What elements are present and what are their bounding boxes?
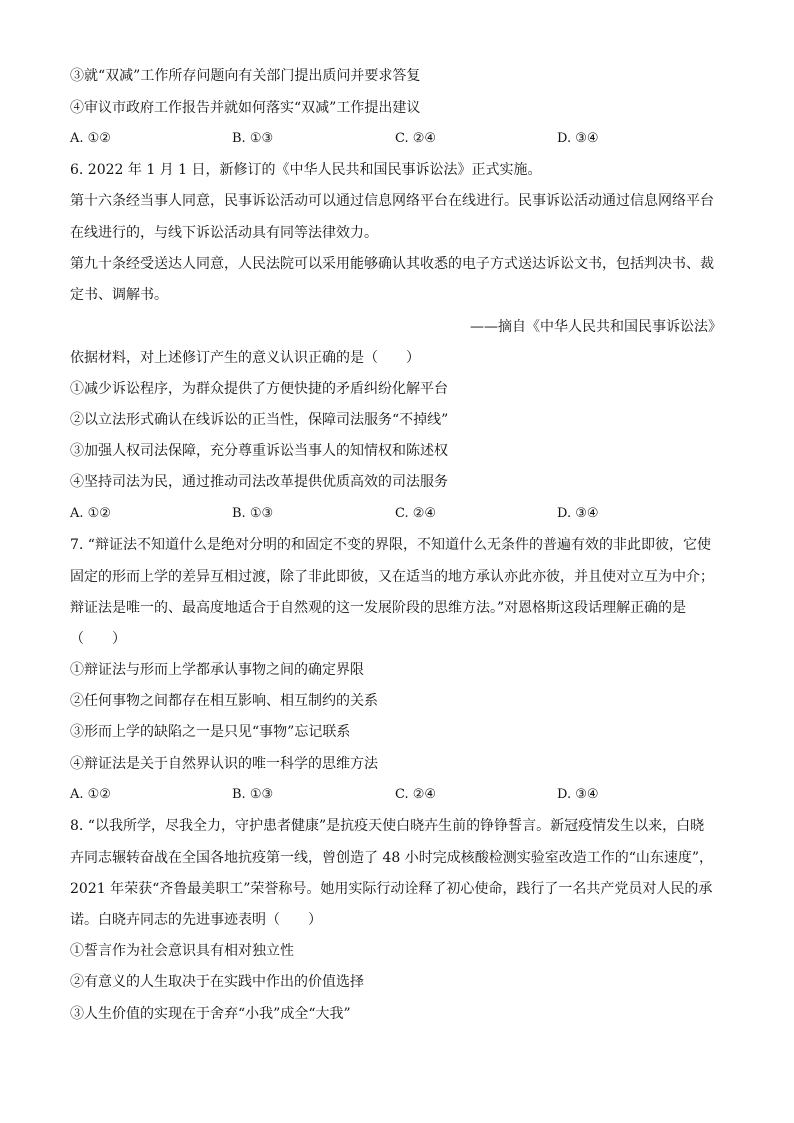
- q5-options: [70, 129, 730, 149]
- q5-option-b: B. ①③: [232, 131, 274, 146]
- q7-item-1: ①辩证法与形而上学都承认事物之间的确定界限: [70, 662, 364, 678]
- q8-item-3: ③人生价值的实现在于舍弃“小我”成全“大我”: [70, 1006, 351, 1022]
- q7-option-d: D. ③④: [557, 787, 599, 802]
- q6-option-b: B. ①③: [232, 506, 274, 521]
- q6-option-d: D. ③④: [557, 506, 599, 521]
- q7-item-3: ③形而上学的缺陷之一是只见“事物”忘记联系: [70, 724, 351, 740]
- q6-stem: 6. 2022 年 1 月 1 日，新修订的《中华人民共和国民事诉讼法》正式实施。: [70, 162, 542, 178]
- q7-stem-line2: 固定的形而上学的差异互相过渡，除了非此即彼，又在适当的地方承认亦此亦彼，并且使对立互为中介；: [70, 569, 714, 585]
- q6-source-citation: ——摘自《中华人民共和国民事诉讼法》: [470, 319, 722, 335]
- q6-question: 依据材料，对上述修订产生的意义认识正确的是（ ）: [70, 350, 420, 366]
- q6-material-para1-line1: 第十六条经当事人同意，民事诉讼活动可以通过信息网络平台在线进行。民事诉讼活动通过信息网络平台: [70, 193, 714, 209]
- q5-option-a: A. ①②: [70, 131, 111, 146]
- q8-stem-line3: 2021 年荣获“齐鲁最美职工”荣誉称号。她用实际行动诠释了初心使命，践行了一名共产党员对人民的承: [70, 881, 713, 897]
- q6-option-a: A. ①②: [70, 506, 111, 521]
- q7-stem-line1: 7. “辩证法不知道什么是绝对分明的和固定不变的界限，不知道什么无条件的普遍有效的非此即彼，它使: [70, 537, 711, 553]
- q8-stem-line1: 8. “以我所学，尽我全力，守护患者健康”是抗疫天使白晓卉生前的铮铮誓言。新冠疫情发生以来，白晓: [70, 818, 705, 834]
- q6-material-para2-line1: 第九十条经受送达人同意，人民法院可以采用能够确认其收悉的电子方式送达诉讼文书，包括判决书、裁: [70, 256, 714, 272]
- q8-item-1: ①誓言作为社会意识具有相对独立性: [70, 943, 294, 959]
- q5-option-d: D. ③④: [557, 131, 599, 146]
- q6-item-2: ②以立法形式确认在线诉讼的正当性，保障司法服务“不掉线”: [70, 412, 449, 428]
- q7-stem-line4: （ ）: [70, 631, 126, 647]
- q6-material-para1-line2: 在线进行的，与线下诉讼活动具有同等法律效力。: [70, 225, 378, 241]
- q8-stem-line2: 卉同志辗转奋战在全国各地抗疫第一线，曾创造了 48 小时完成核酸检测实验室改造工作的“山东速度”，: [70, 850, 714, 866]
- q6-item-1: ①减少诉讼程序，为群众提供了方便快捷的矛盾纠纷化解平台: [70, 381, 448, 397]
- q7-option-c: C. ②④: [395, 787, 437, 802]
- q8-item-2: ②有意义的人生取决于在实践中作出的价值选择: [70, 974, 364, 990]
- q5-item-4: ④审议市政府工作报告并就如何落实“双减”工作提出建议: [70, 100, 421, 116]
- q7-option-b: B. ①③: [232, 787, 274, 802]
- q7-item-4: ④辩证法是关于自然界认识的唯一科学的思维方法: [70, 756, 378, 772]
- q6-item-4: ④坚持司法为民，通过推动司法改革提供优质高效的司法服务: [70, 474, 448, 490]
- q7-options: [70, 785, 730, 805]
- q5-item-3: ③就“双减”工作所存问题向有关部门提出质问并要求答复: [70, 68, 421, 84]
- q7-option-a: A. ①②: [70, 787, 111, 802]
- q5-option-c: C. ②④: [395, 131, 437, 146]
- q6-option-c: C. ②④: [395, 506, 437, 521]
- q6-material-para2-line2: 定书、调解书。: [70, 287, 168, 303]
- q6-item-3: ③加强人权司法保障，充分尊重诉讼当事人的知情权和陈述权: [70, 443, 448, 459]
- q7-item-2: ②任何事物之间都存在相互影响、相互制约的关系: [70, 693, 378, 709]
- q6-options: [70, 504, 730, 524]
- q8-stem-line4: 诺。白晓卉同志的先进事迹表明（ ）: [70, 912, 322, 928]
- q7-stem-line3: 辩证法是唯一的、最高度地适合于自然观的这一发展阶段的思维方法。”对恩格斯这段话理解正确的是: [70, 600, 687, 616]
